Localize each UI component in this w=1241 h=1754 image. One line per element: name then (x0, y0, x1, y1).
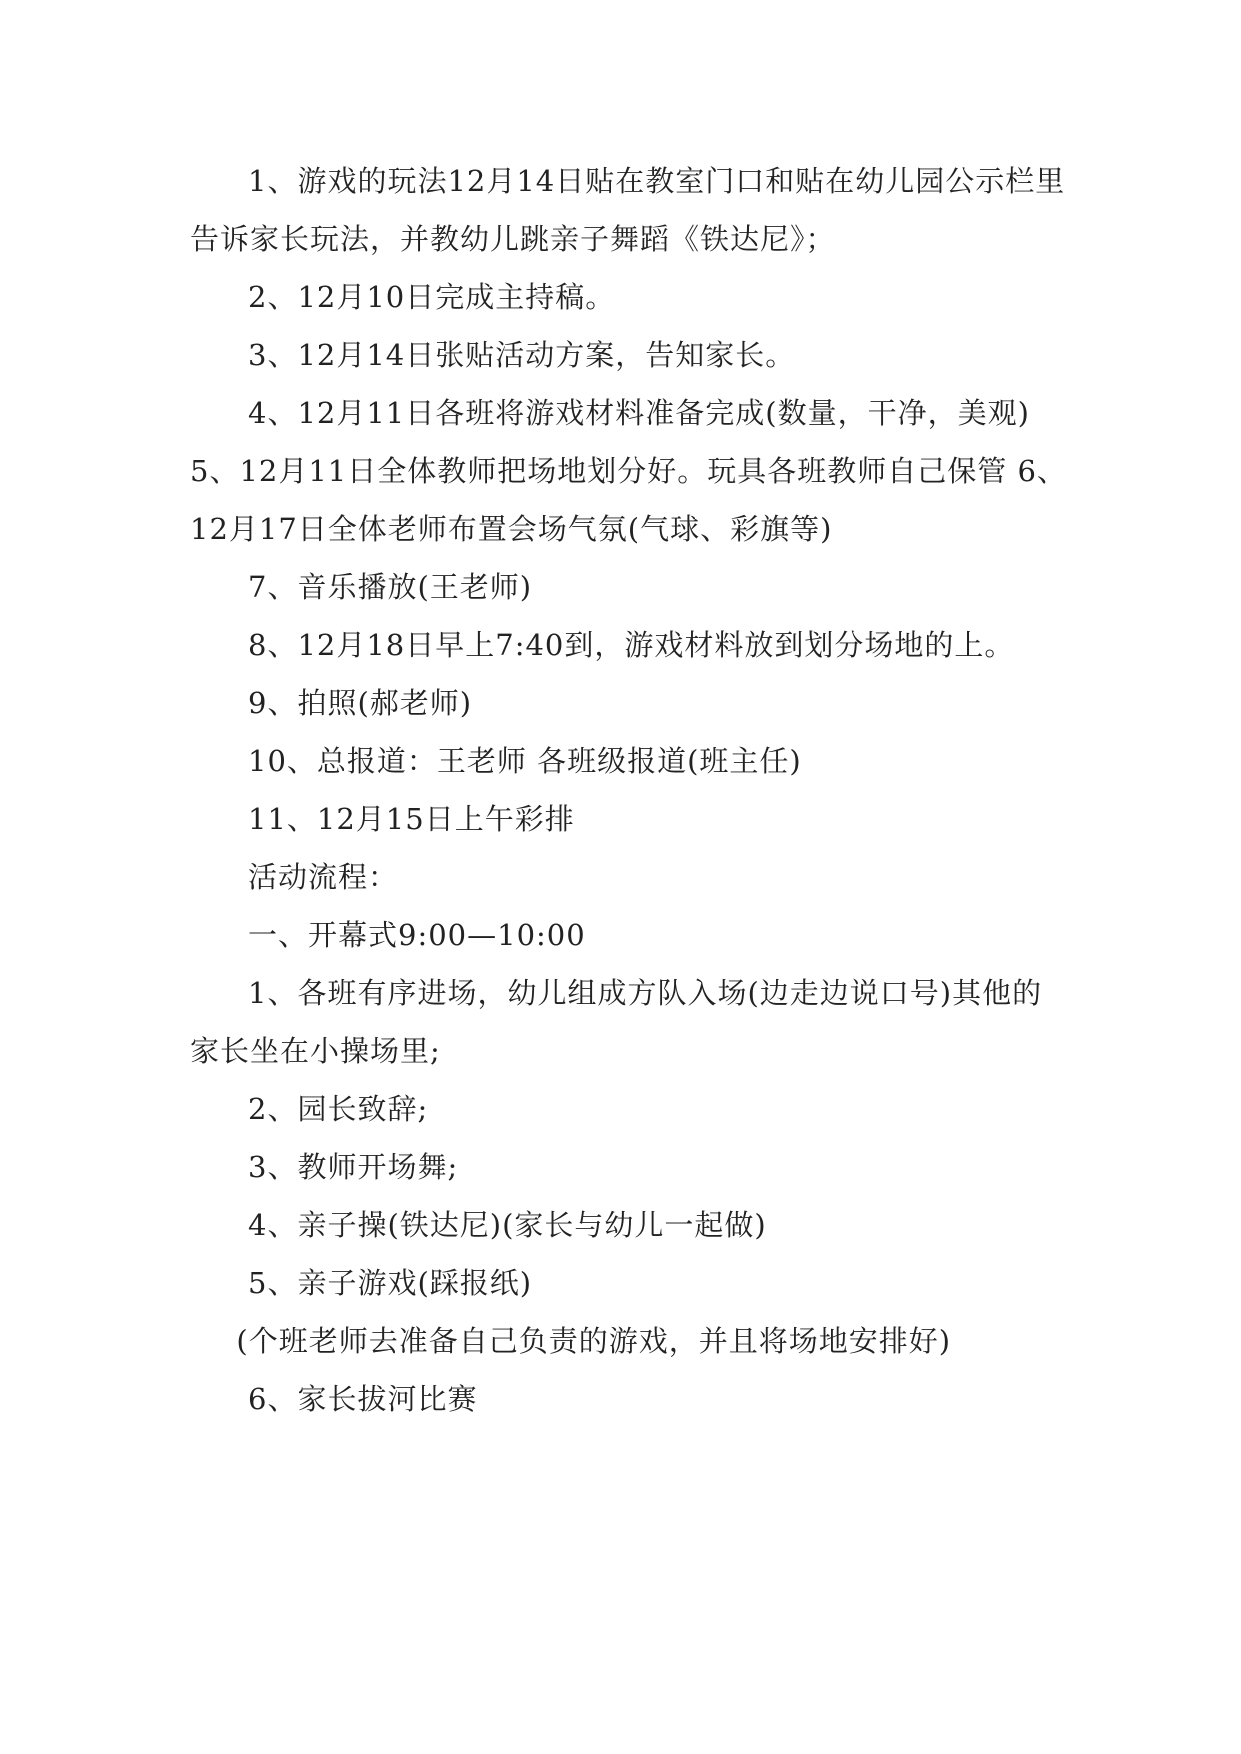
paragraph-16: 5、亲子游戏(踩报纸) (248, 1266, 533, 1300)
paragraph-12: 1、各班有序进场，幼儿组成方队入场(边走边说口号)其他的家长坐在小操场里; (190, 976, 1043, 1068)
paragraph-3: 3、12月14日张贴活动方案，告知家长。 (248, 338, 796, 372)
paragraph-1: 1、游戏的玩法12月14日贴在教室门口和贴在幼儿园公示栏里告诉家长玩法，并教幼儿跳亲子舞蹈《铁达尼》； (190, 164, 1066, 256)
document-body (190, 152, 1070, 1428)
paragraph-18: 6、家长拔河比赛 (248, 1382, 478, 1416)
paragraph-9: 11、12月15日上午彩排 (248, 802, 575, 836)
paragraph-8: 10、总报道：王老师 各班级报道(班主任) (248, 744, 802, 778)
paragraph-6: 8、12月18日早上7:40到，游戏材料放到划分场地的上。 (248, 628, 1015, 662)
paragraph-5: 7、音乐播放(王老师) (248, 570, 533, 604)
section-heading-activity-flow: 活动流程： (248, 860, 399, 894)
paragraph-2: 2、12月10日完成主持稿。 (248, 280, 616, 314)
paragraph-15: 4、亲子操(铁达尼)(家长与幼儿一起做) (248, 1208, 767, 1242)
paragraph-17: (个班老师去准备自己负责的游戏，并且将场地安排好) (236, 1324, 952, 1358)
paragraph-13: 2、园长致辞; (248, 1092, 429, 1126)
paragraph-4: 4、12月11日各班将游戏材料准备完成(数量，干净，美观) 5、12月11日全体教师把场地划分好。玩具各班教师自己保管 6、12月17日全体老师布置会场气氛(气球、彩旗等) (190, 396, 1067, 546)
paragraph-14: 3、教师开场舞; (248, 1150, 459, 1184)
section-heading-opening: 一、开幕式9:00—10:00 (248, 918, 586, 952)
paragraph-7: 9、拍照(郝老师) (248, 686, 473, 720)
